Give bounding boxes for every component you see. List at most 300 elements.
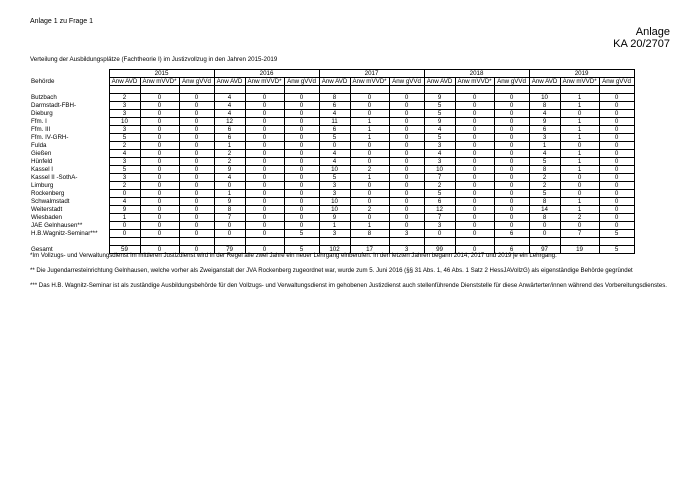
document-id-line1: Anlage bbox=[635, 26, 670, 38]
spacer-cell bbox=[214, 86, 245, 94]
value-cell: 4 bbox=[529, 110, 560, 118]
value-cell: 5 bbox=[424, 134, 455, 142]
total-value-cell: 5 bbox=[284, 246, 319, 254]
value-cell: 0 bbox=[179, 102, 214, 110]
value-cell: 6 bbox=[319, 126, 350, 134]
value-cell: 0 bbox=[179, 94, 214, 102]
value-cell: 4 bbox=[214, 174, 245, 182]
value-cell: 0 bbox=[140, 230, 179, 238]
row-header-label: Behörde bbox=[29, 78, 109, 86]
value-cell: 0 bbox=[455, 222, 494, 230]
value-cell: 0 bbox=[424, 230, 455, 238]
value-cell: 0 bbox=[179, 222, 214, 230]
value-cell: 8 bbox=[319, 94, 350, 102]
value-cell: 0 bbox=[109, 230, 140, 238]
value-cell: 9 bbox=[424, 94, 455, 102]
value-cell: 0 bbox=[494, 198, 529, 206]
value-cell: 2 bbox=[560, 214, 599, 222]
value-cell: 0 bbox=[179, 198, 214, 206]
value-cell: 0 bbox=[179, 142, 214, 150]
value-cell: 0 bbox=[245, 94, 284, 102]
value-cell: 0 bbox=[599, 150, 634, 158]
value-cell: 0 bbox=[179, 134, 214, 142]
value-cell: 0 bbox=[284, 126, 319, 134]
value-cell: 10 bbox=[319, 166, 350, 174]
spacer-cell bbox=[140, 238, 179, 246]
column-header: Anw AVD bbox=[319, 78, 350, 86]
value-cell: 9 bbox=[424, 118, 455, 126]
value-cell: 9 bbox=[319, 214, 350, 222]
value-cell: 0 bbox=[389, 166, 424, 174]
value-cell: 0 bbox=[389, 142, 424, 150]
value-cell: 4 bbox=[214, 94, 245, 102]
authority-name: H.B.Wagnitz-Seminar*** bbox=[29, 230, 109, 238]
spacer-cell bbox=[389, 86, 424, 94]
value-cell: 0 bbox=[245, 110, 284, 118]
value-cell: 5 bbox=[424, 110, 455, 118]
value-cell: 6 bbox=[319, 102, 350, 110]
value-cell: 0 bbox=[245, 150, 284, 158]
column-header: Anw AVD bbox=[109, 78, 140, 86]
total-value-cell: 0 bbox=[179, 246, 214, 254]
table-row bbox=[29, 182, 634, 190]
value-cell: 4 bbox=[319, 150, 350, 158]
value-cell: 0 bbox=[284, 206, 319, 214]
authority-name: Rockenberg bbox=[29, 190, 109, 198]
value-cell: 0 bbox=[389, 214, 424, 222]
value-cell: 8 bbox=[214, 206, 245, 214]
attachment-reference: Anlage 1 zu Frage 1 bbox=[30, 18, 94, 25]
total-value-cell: 59 bbox=[109, 246, 140, 254]
value-cell: 0 bbox=[284, 190, 319, 198]
column-header: Anw AVD bbox=[214, 78, 245, 86]
value-cell: 0 bbox=[599, 134, 634, 142]
value-cell: 4 bbox=[214, 102, 245, 110]
value-cell: 0 bbox=[179, 230, 214, 238]
value-cell: 0 bbox=[494, 142, 529, 150]
total-value-cell: 0 bbox=[455, 246, 494, 254]
value-cell: 0 bbox=[560, 174, 599, 182]
table-row bbox=[29, 142, 634, 150]
value-cell: 5 bbox=[529, 190, 560, 198]
year-header: 2016 bbox=[214, 70, 319, 78]
spacer-cell bbox=[29, 86, 109, 94]
authority-name: Darmstadt-FBH- bbox=[29, 102, 109, 110]
spacer-row bbox=[29, 238, 634, 246]
value-cell: 0 bbox=[179, 206, 214, 214]
spacer-cell bbox=[319, 86, 350, 94]
value-cell: 0 bbox=[350, 94, 389, 102]
value-cell: 0 bbox=[455, 190, 494, 198]
value-cell: 4 bbox=[109, 198, 140, 206]
value-cell: 0 bbox=[494, 190, 529, 198]
value-cell: 8 bbox=[350, 230, 389, 238]
value-cell: 10 bbox=[424, 166, 455, 174]
authority-name: Ffm. I bbox=[29, 118, 109, 126]
value-cell: 0 bbox=[494, 102, 529, 110]
value-cell: 0 bbox=[140, 134, 179, 142]
spacer-cell bbox=[599, 238, 634, 246]
value-cell: 0 bbox=[179, 110, 214, 118]
value-cell: 1 bbox=[560, 166, 599, 174]
column-header: Anw mVVD* bbox=[140, 78, 179, 86]
value-cell: 7 bbox=[424, 214, 455, 222]
table-row bbox=[29, 158, 634, 166]
table-row bbox=[29, 206, 634, 214]
value-cell: 3 bbox=[319, 190, 350, 198]
spacer-cell bbox=[350, 238, 389, 246]
value-cell: 12 bbox=[424, 206, 455, 214]
value-cell: 3 bbox=[109, 174, 140, 182]
value-cell: 5 bbox=[284, 230, 319, 238]
value-cell: 0 bbox=[319, 142, 350, 150]
table-row bbox=[29, 198, 634, 206]
value-cell: 0 bbox=[140, 182, 179, 190]
value-cell: 0 bbox=[389, 126, 424, 134]
value-cell: 0 bbox=[560, 110, 599, 118]
value-cell: 0 bbox=[494, 134, 529, 142]
value-cell: 5 bbox=[109, 166, 140, 174]
value-cell: 0 bbox=[455, 102, 494, 110]
value-cell: 0 bbox=[245, 182, 284, 190]
value-cell: 3 bbox=[424, 158, 455, 166]
value-cell: 0 bbox=[599, 158, 634, 166]
total-value-cell: 6 bbox=[494, 246, 529, 254]
value-cell: 0 bbox=[245, 142, 284, 150]
authority-name: JAE Gelnhausen** bbox=[29, 222, 109, 230]
value-cell: 0 bbox=[389, 174, 424, 182]
value-cell: 0 bbox=[455, 150, 494, 158]
value-cell: 0 bbox=[455, 134, 494, 142]
value-cell: 0 bbox=[350, 190, 389, 198]
column-header: Anw gVVd bbox=[284, 78, 319, 86]
value-cell: 5 bbox=[529, 158, 560, 166]
authority-name: Limburg bbox=[29, 182, 109, 190]
value-cell: 3 bbox=[109, 110, 140, 118]
value-cell: 0 bbox=[284, 94, 319, 102]
value-cell: 0 bbox=[599, 166, 634, 174]
value-cell: 0 bbox=[455, 94, 494, 102]
value-cell: 0 bbox=[599, 142, 634, 150]
value-cell: 0 bbox=[389, 222, 424, 230]
spacer-cell bbox=[284, 86, 319, 94]
value-cell: 3 bbox=[109, 158, 140, 166]
value-cell: 0 bbox=[245, 222, 284, 230]
value-cell: 3 bbox=[109, 126, 140, 134]
year-header: 2018 bbox=[424, 70, 529, 78]
value-cell: 0 bbox=[599, 102, 634, 110]
value-cell: 0 bbox=[350, 158, 389, 166]
spacer-cell bbox=[109, 238, 140, 246]
authority-name: Weiterstadt bbox=[29, 206, 109, 214]
spacer-cell bbox=[560, 86, 599, 94]
value-cell: 2 bbox=[109, 142, 140, 150]
value-cell: 1 bbox=[560, 206, 599, 214]
value-cell: 1 bbox=[529, 142, 560, 150]
value-cell: 6 bbox=[424, 198, 455, 206]
value-cell: 0 bbox=[179, 214, 214, 222]
value-cell: 0 bbox=[599, 182, 634, 190]
value-cell: 0 bbox=[494, 182, 529, 190]
value-cell: 3 bbox=[109, 102, 140, 110]
value-cell: 0 bbox=[560, 142, 599, 150]
value-cell: 0 bbox=[599, 126, 634, 134]
total-value-cell: 102 bbox=[319, 246, 350, 254]
value-cell: 0 bbox=[179, 118, 214, 126]
value-cell: 0 bbox=[245, 158, 284, 166]
value-cell: 6 bbox=[214, 126, 245, 134]
value-cell: 8 bbox=[529, 198, 560, 206]
value-cell: 0 bbox=[494, 94, 529, 102]
value-cell: 0 bbox=[455, 126, 494, 134]
table-row bbox=[29, 94, 634, 102]
value-cell: 6 bbox=[494, 230, 529, 238]
value-cell: 4 bbox=[319, 110, 350, 118]
value-cell: 0 bbox=[455, 166, 494, 174]
value-cell: 0 bbox=[389, 110, 424, 118]
value-cell: 0 bbox=[599, 222, 634, 230]
value-cell: 0 bbox=[214, 230, 245, 238]
value-cell: 0 bbox=[284, 174, 319, 182]
value-cell: 9 bbox=[529, 118, 560, 126]
table-row bbox=[29, 118, 634, 126]
value-cell: 0 bbox=[179, 150, 214, 158]
document-id-line2: KA 20/2707 bbox=[613, 38, 670, 50]
value-cell: 1 bbox=[319, 222, 350, 230]
value-cell: 0 bbox=[494, 110, 529, 118]
authority-name: Ffm. III bbox=[29, 126, 109, 134]
authority-name: Wiesbaden bbox=[29, 214, 109, 222]
table-row bbox=[29, 174, 634, 182]
total-label: Gesamt bbox=[29, 246, 109, 254]
value-cell: 0 bbox=[140, 126, 179, 134]
value-cell: 1 bbox=[560, 150, 599, 158]
value-cell: 0 bbox=[245, 118, 284, 126]
value-cell: 8 bbox=[529, 102, 560, 110]
value-cell: 0 bbox=[455, 174, 494, 182]
value-cell: 5 bbox=[319, 134, 350, 142]
value-cell: 0 bbox=[140, 166, 179, 174]
value-cell: 0 bbox=[140, 118, 179, 126]
value-cell: 0 bbox=[455, 230, 494, 238]
value-cell: 2 bbox=[214, 158, 245, 166]
value-cell: 0 bbox=[389, 134, 424, 142]
table-row bbox=[29, 222, 634, 230]
total-value-cell: 0 bbox=[140, 246, 179, 254]
table-row bbox=[29, 230, 634, 238]
value-cell: 2 bbox=[109, 182, 140, 190]
year-header-row bbox=[29, 70, 634, 78]
value-cell: 5 bbox=[424, 190, 455, 198]
authority-name: Dieburg bbox=[29, 110, 109, 118]
column-header: Anw gVVd bbox=[494, 78, 529, 86]
value-cell: 0 bbox=[284, 222, 319, 230]
value-cell: 0 bbox=[455, 206, 494, 214]
value-cell: 7 bbox=[424, 174, 455, 182]
value-cell: 10 bbox=[319, 198, 350, 206]
value-cell: 0 bbox=[284, 102, 319, 110]
value-cell: 0 bbox=[389, 158, 424, 166]
value-cell: 0 bbox=[599, 174, 634, 182]
value-cell: 0 bbox=[389, 94, 424, 102]
value-cell: 0 bbox=[140, 142, 179, 150]
total-value-cell: 79 bbox=[214, 246, 245, 254]
value-cell: 0 bbox=[284, 118, 319, 126]
value-cell: 1 bbox=[560, 102, 599, 110]
spacer-cell bbox=[424, 238, 455, 246]
value-cell: 4 bbox=[424, 126, 455, 134]
value-cell: 4 bbox=[424, 150, 455, 158]
value-cell: 0 bbox=[599, 190, 634, 198]
value-cell: 10 bbox=[319, 206, 350, 214]
spacer-cell bbox=[245, 86, 284, 94]
value-cell: 11 bbox=[319, 118, 350, 126]
footnote-3: *** Das H.B. Wagnitz-Seminar ist als zuständige Ausbildungsbehörde für den Vollzugs- und Verwaltungsdienst im gehobenen Justizdienst auch stellenführende Dienststelle für diese Anwärterter/innen während des Vorbereitungsdienstes. bbox=[30, 282, 667, 289]
value-cell: 0 bbox=[214, 222, 245, 230]
table-row bbox=[29, 102, 634, 110]
spacer-cell bbox=[284, 238, 319, 246]
spacer-cell bbox=[350, 86, 389, 94]
value-cell: 0 bbox=[560, 182, 599, 190]
value-cell: 0 bbox=[284, 142, 319, 150]
value-cell: 1 bbox=[350, 222, 389, 230]
value-cell: 5 bbox=[599, 230, 634, 238]
value-cell: 0 bbox=[389, 102, 424, 110]
value-cell: 0 bbox=[389, 182, 424, 190]
value-cell: 1 bbox=[350, 118, 389, 126]
spacer-row bbox=[29, 86, 634, 94]
value-cell: 1 bbox=[560, 158, 599, 166]
value-cell: 5 bbox=[424, 102, 455, 110]
column-header-row bbox=[29, 78, 634, 86]
value-cell: 0 bbox=[389, 198, 424, 206]
value-cell: 1 bbox=[560, 118, 599, 126]
value-cell: 0 bbox=[140, 206, 179, 214]
total-value-cell: 5 bbox=[599, 246, 634, 254]
value-cell: 3 bbox=[424, 222, 455, 230]
value-cell: 0 bbox=[284, 158, 319, 166]
value-cell: 0 bbox=[350, 102, 389, 110]
value-cell: 9 bbox=[214, 198, 245, 206]
spacer-cell bbox=[529, 86, 560, 94]
value-cell: 1 bbox=[560, 126, 599, 134]
spacer-cell bbox=[214, 238, 245, 246]
value-cell: 1 bbox=[560, 94, 599, 102]
table-row bbox=[29, 190, 634, 198]
authority-name: Kassel I bbox=[29, 166, 109, 174]
value-cell: 0 bbox=[494, 222, 529, 230]
value-cell: 1 bbox=[214, 142, 245, 150]
spacer-cell bbox=[29, 238, 109, 246]
value-cell: 3 bbox=[424, 142, 455, 150]
spacer-cell bbox=[529, 238, 560, 246]
footnote-1: *Im Vollzugs- und Verwaltungsdienst im mittleren Justizdienst wird in der Regel alle zwei Jahre ein neuer Lehrgang einberufen. In den letzten Jahren begann 2014, 2017 und 2019 je ein Lehrgang. bbox=[30, 252, 557, 259]
value-cell: 0 bbox=[214, 182, 245, 190]
value-cell: 0 bbox=[494, 214, 529, 222]
authority-name: Hünfeld bbox=[29, 158, 109, 166]
total-value-cell: 17 bbox=[350, 246, 389, 254]
spacer-cell bbox=[455, 238, 494, 246]
value-cell: 0 bbox=[389, 118, 424, 126]
column-header: Anw gVVd bbox=[179, 78, 214, 86]
authority-name: Ffm. IV-GRH- bbox=[29, 134, 109, 142]
column-header: Anw AVD bbox=[424, 78, 455, 86]
value-cell: 0 bbox=[599, 198, 634, 206]
table-row bbox=[29, 134, 634, 142]
header-spacer bbox=[29, 70, 109, 78]
authority-name: Gießen bbox=[29, 150, 109, 158]
value-cell: 0 bbox=[140, 174, 179, 182]
value-cell: 0 bbox=[494, 150, 529, 158]
value-cell: 4 bbox=[529, 150, 560, 158]
spacer-cell bbox=[599, 86, 634, 94]
value-cell: 1 bbox=[560, 198, 599, 206]
value-cell: 0 bbox=[179, 174, 214, 182]
value-cell: 0 bbox=[245, 166, 284, 174]
document-id bbox=[613, 26, 670, 50]
spacer-cell bbox=[245, 238, 284, 246]
value-cell: 0 bbox=[389, 206, 424, 214]
value-cell: 7 bbox=[560, 230, 599, 238]
spacer-cell bbox=[179, 238, 214, 246]
value-cell: 0 bbox=[179, 182, 214, 190]
value-cell: 0 bbox=[284, 134, 319, 142]
value-cell: 0 bbox=[284, 182, 319, 190]
value-cell: 0 bbox=[140, 158, 179, 166]
spacer-cell bbox=[424, 86, 455, 94]
value-cell: 0 bbox=[455, 158, 494, 166]
value-cell: 12 bbox=[214, 118, 245, 126]
value-cell: 0 bbox=[245, 126, 284, 134]
value-cell: 0 bbox=[350, 110, 389, 118]
value-cell: 0 bbox=[284, 150, 319, 158]
column-header: Anw mVVD* bbox=[350, 78, 389, 86]
value-cell: 2 bbox=[214, 150, 245, 158]
value-cell: 1 bbox=[350, 134, 389, 142]
value-cell: 2 bbox=[350, 166, 389, 174]
value-cell: 1 bbox=[350, 126, 389, 134]
value-cell: 3 bbox=[389, 230, 424, 238]
authority-name: Fulda bbox=[29, 142, 109, 150]
authority-name: Schwalmstadt bbox=[29, 198, 109, 206]
training-places-table bbox=[29, 69, 635, 254]
authority-name: Kassel II -SothA- bbox=[29, 174, 109, 182]
value-cell: 3 bbox=[319, 182, 350, 190]
value-cell: 5 bbox=[109, 134, 140, 142]
year-header: 2015 bbox=[109, 70, 214, 78]
table-row bbox=[29, 126, 634, 134]
spacer-cell bbox=[179, 86, 214, 94]
value-cell: 0 bbox=[389, 190, 424, 198]
value-cell: 0 bbox=[179, 126, 214, 134]
value-cell: 0 bbox=[109, 190, 140, 198]
value-cell: 0 bbox=[455, 214, 494, 222]
value-cell: 1 bbox=[109, 214, 140, 222]
value-cell: 0 bbox=[599, 110, 634, 118]
value-cell: 0 bbox=[109, 222, 140, 230]
value-cell: 0 bbox=[599, 118, 634, 126]
spacer-cell bbox=[389, 238, 424, 246]
value-cell: 4 bbox=[319, 158, 350, 166]
spacer-cell bbox=[455, 86, 494, 94]
spacer-cell bbox=[319, 238, 350, 246]
value-cell: 10 bbox=[529, 94, 560, 102]
spacer-cell bbox=[494, 238, 529, 246]
column-header: Anw gVVd bbox=[599, 78, 634, 86]
value-cell: 0 bbox=[350, 150, 389, 158]
value-cell: 0 bbox=[350, 198, 389, 206]
value-cell: 0 bbox=[140, 150, 179, 158]
